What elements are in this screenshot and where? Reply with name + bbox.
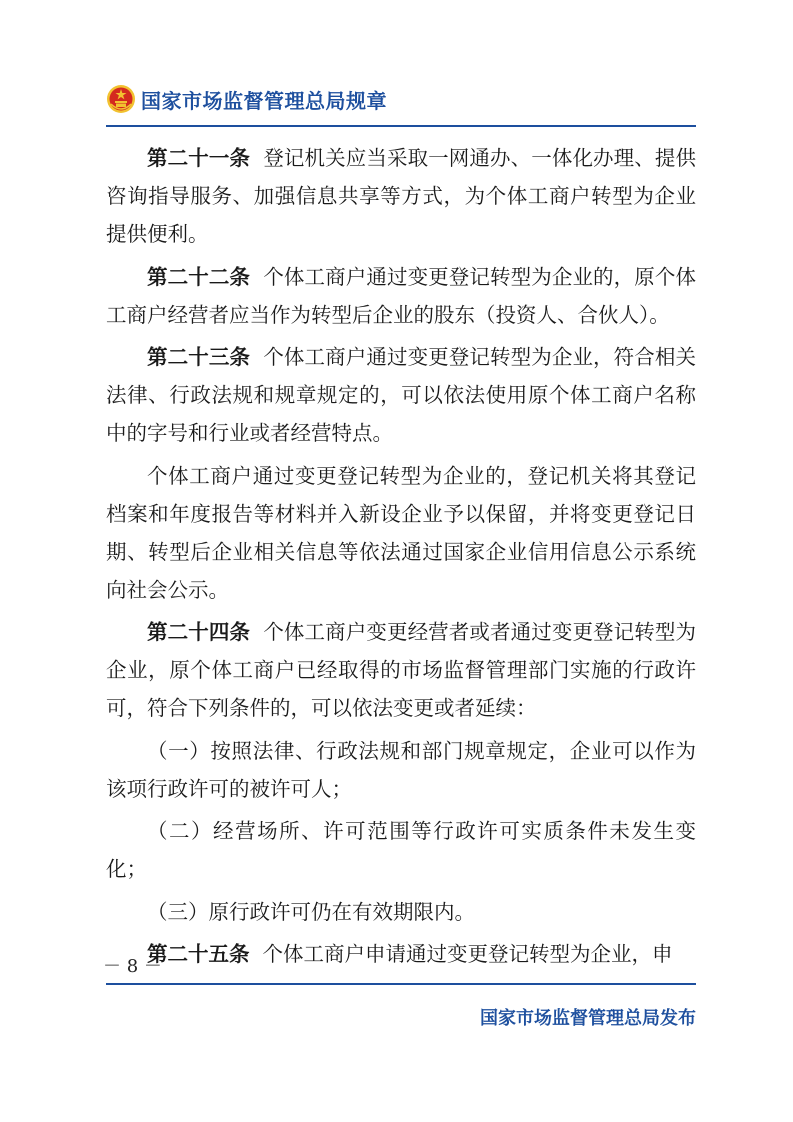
article-text: 个体工商户通过变更登记转型为企业，符合相关法律、行政法规和规章规定的，可以依法使用原个体工商户名称中的字号和行业或者经营特点。: [106, 345, 696, 445]
article-22: [106, 258, 696, 334]
article-24: [106, 613, 696, 727]
footer-publisher: 国家市场监督管理总局发布: [480, 1008, 696, 1029]
condition-text: （三）原行政许可仍在有效期限内。: [147, 899, 475, 924]
document-body: [106, 139, 696, 978]
page-header: [106, 84, 696, 114]
article-number: 第二十二条: [147, 264, 251, 289]
article-25: [106, 935, 696, 973]
page-number: － 8 －: [103, 956, 162, 977]
article-number: 第二十四条: [147, 620, 251, 644]
article-number: 第二十三条: [147, 345, 251, 369]
article-23-paragraph-2: [106, 457, 696, 609]
article-number: 第二十一条: [147, 146, 251, 170]
article-text: 个体工商户申请通过变更登记转型为企业，申: [262, 942, 673, 966]
footer-divider: [106, 983, 696, 985]
condition-text: （一）按照法律、行政法规和部门规章规定，企业可以作为该项行政许可的被许可人；: [106, 738, 696, 801]
article-number: 第二十五条: [147, 942, 250, 966]
condition-text: （二）经营场所、许可范围等行政许可实质条件未发生变化；: [106, 819, 696, 881]
header-divider: [106, 125, 696, 127]
article-text: 登记机关应当采取一网通办、一体化办理、提供咨询指导服务、加强信息共享等方式，为个体工商户转型为企业提供便利。: [106, 146, 696, 246]
header-title: 国家市场监督管理总局规章: [141, 88, 387, 113]
article-text: 个体工商户变更经营者或者通过变更登记转型为企业，原个体工商户已经取得的市场监督管理部门实施的行政许可，符合下列条件的，可以依法变更或者延续：: [106, 620, 696, 720]
condition-item-2: [106, 812, 696, 888]
article-text: 个体工商户通过变更登记转型为企业的，原个体工商户经营者应当作为转型后企业的股东（投资人、合伙人）。: [106, 264, 696, 327]
article-23: [106, 338, 696, 452]
paragraph-text: 个体工商户通过变更登记转型为企业的，登记机关将其登记档案和年度报告等材料并入新设企业予以保留，并将变更登记日期、转型后企业相关信息等依法通过国家企业信用信息公示系统向社会公示。: [106, 463, 696, 602]
condition-item-3: [106, 893, 696, 931]
condition-item-1: [106, 732, 696, 808]
article-21: [106, 139, 696, 253]
national-emblem-icon: [106, 84, 136, 114]
